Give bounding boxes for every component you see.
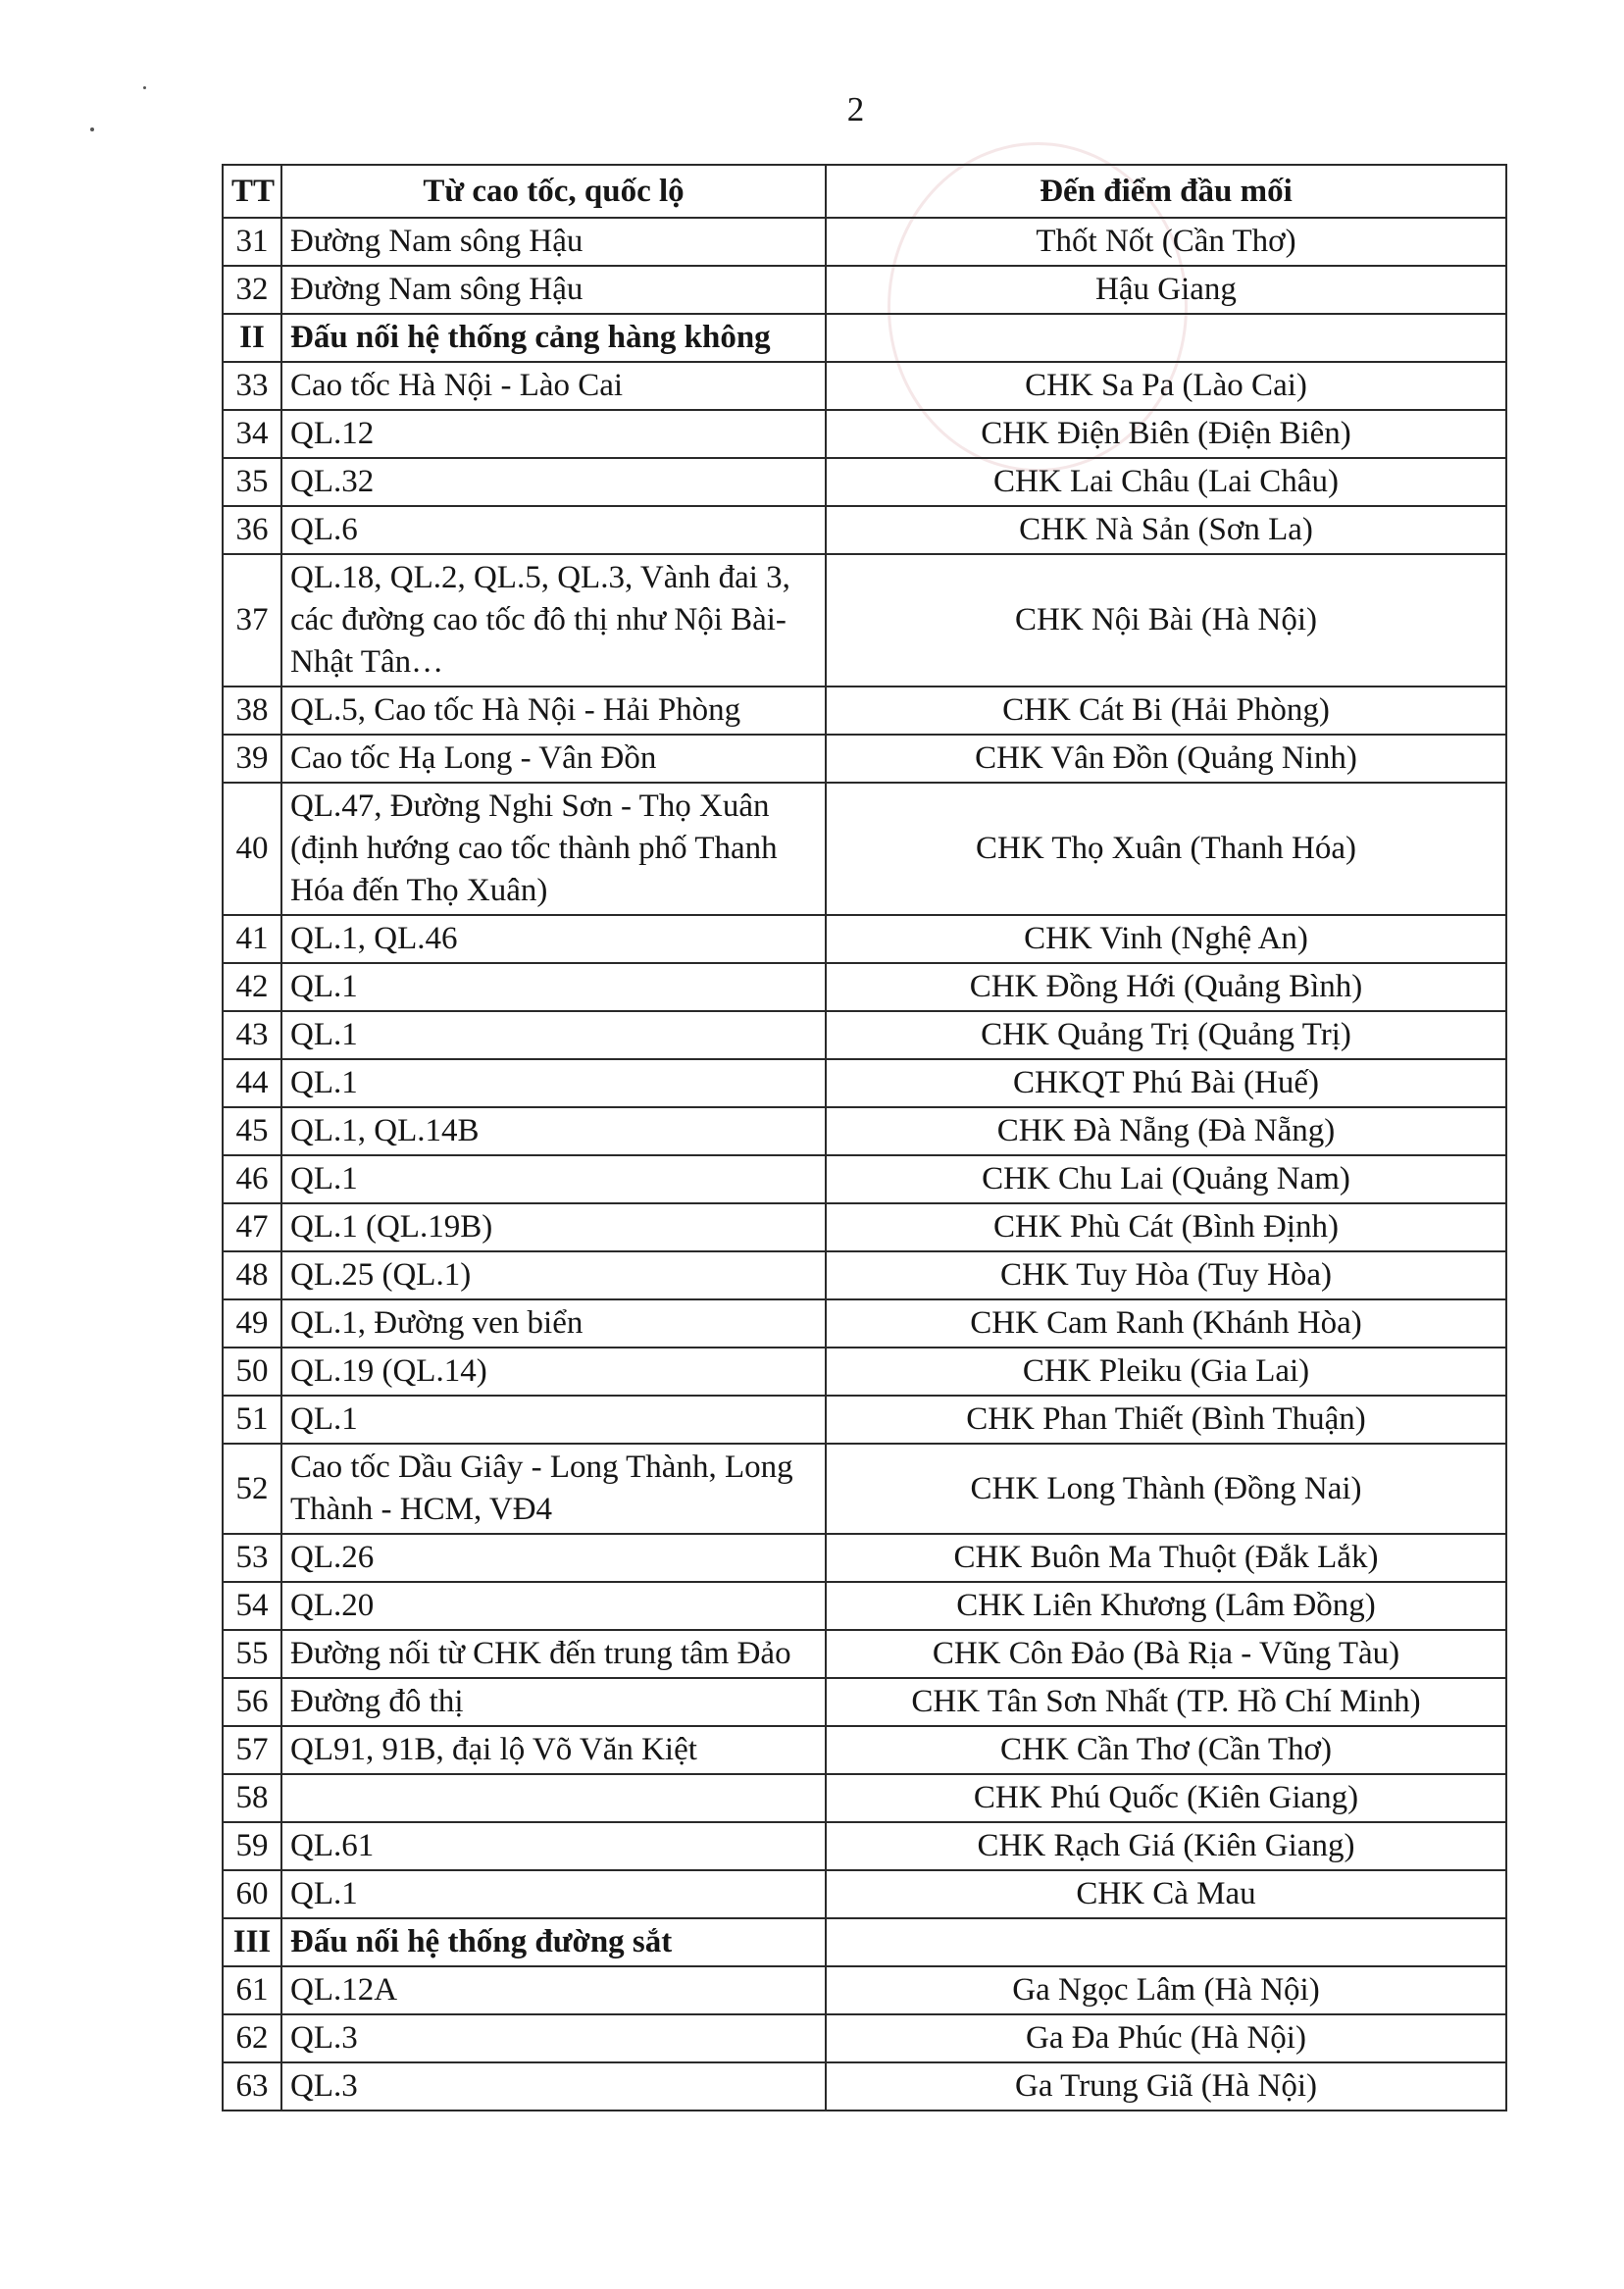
header-destination: Đến điểm đầu mối — [826, 165, 1506, 218]
road-cell: QL.12A — [281, 1966, 826, 2014]
road-cell: QL.5, Cao tốc Hà Nội - Hải Phòng — [281, 687, 826, 735]
table-row — [223, 362, 1506, 410]
section-title: Đấu nối hệ thống đường sắt — [281, 1918, 826, 1966]
row-number: 44 — [223, 1059, 281, 1107]
destination-cell: CHK Đà Nẵng (Đà Nẵng) — [826, 1107, 1506, 1155]
table-row — [223, 915, 1506, 963]
table-body — [223, 218, 1506, 2111]
table-row — [223, 1444, 1506, 1534]
table-row — [223, 218, 1506, 266]
row-number: 45 — [223, 1107, 281, 1155]
destination-cell: CHK Tuy Hòa (Tuy Hòa) — [826, 1251, 1506, 1299]
row-number: 53 — [223, 1534, 281, 1582]
road-cell: QL91, 91B, đại lộ Võ Văn Kiệt — [281, 1726, 826, 1774]
row-number: 35 — [223, 458, 281, 506]
road-cell: QL.12 — [281, 410, 826, 458]
connection-table — [222, 164, 1507, 2111]
destination-cell: CHK Liên Khương (Lâm Đồng) — [826, 1582, 1506, 1630]
table-header-row — [223, 165, 1506, 218]
road-cell: Cao tốc Hà Nội - Lào Cai — [281, 362, 826, 410]
road-cell: QL.3 — [281, 2062, 826, 2111]
table-row — [223, 2014, 1506, 2062]
destination-cell: CHK Cần Thơ (Cần Thơ) — [826, 1726, 1506, 1774]
destination-cell: CHK Côn Đảo (Bà Rịa - Vũng Tàu) — [826, 1630, 1506, 1678]
table-row — [223, 1966, 1506, 2014]
table-row — [223, 1348, 1506, 1396]
road-cell: QL.6 — [281, 506, 826, 554]
row-number: 40 — [223, 783, 281, 915]
scan-speck — [143, 86, 146, 89]
road-cell: Cao tốc Dầu Giây - Long Thành, Long Thành - HCM, VĐ4 — [281, 1444, 826, 1534]
table-row — [223, 1534, 1506, 1582]
destination-cell: CHK Nội Bài (Hà Nội) — [826, 554, 1506, 687]
table-row — [223, 458, 1506, 506]
row-number: 39 — [223, 735, 281, 783]
row-number: 38 — [223, 687, 281, 735]
road-cell: QL.1 (QL.19B) — [281, 1203, 826, 1251]
destination-cell: Thốt Nốt (Cần Thơ) — [826, 218, 1506, 266]
table-row — [223, 1059, 1506, 1107]
table-row — [223, 1203, 1506, 1251]
road-cell: QL.19 (QL.14) — [281, 1348, 826, 1396]
row-number: 57 — [223, 1726, 281, 1774]
section-row — [223, 1918, 1506, 1966]
row-number: 52 — [223, 1444, 281, 1534]
row-number: 59 — [223, 1822, 281, 1870]
table-row — [223, 2062, 1506, 2111]
row-number: 49 — [223, 1299, 281, 1348]
destination-cell: CHK Phan Thiết (Bình Thuận) — [826, 1396, 1506, 1444]
table-row — [223, 1822, 1506, 1870]
table-row — [223, 735, 1506, 783]
table-row — [223, 1396, 1506, 1444]
road-cell: QL.1, Đường ven biển — [281, 1299, 826, 1348]
table-row — [223, 1870, 1506, 1918]
table-row — [223, 506, 1506, 554]
row-number: 51 — [223, 1396, 281, 1444]
section-number: II — [223, 314, 281, 362]
destination-cell: CHK Tân Sơn Nhất (TP. Hồ Chí Minh) — [826, 1678, 1506, 1726]
table-row — [223, 1251, 1506, 1299]
road-cell: QL.1 — [281, 963, 826, 1011]
road-cell: QL.32 — [281, 458, 826, 506]
destination-cell: CHK Buôn Ma Thuột (Đắk Lắk) — [826, 1534, 1506, 1582]
destination-cell: CHK Phù Cát (Bình Định) — [826, 1203, 1506, 1251]
destination-cell: CHK Lai Châu (Lai Châu) — [826, 458, 1506, 506]
road-cell: Đường đô thị — [281, 1678, 826, 1726]
road-cell: QL.26 — [281, 1534, 826, 1582]
destination-cell: Ga Trung Giã (Hà Nội) — [826, 2062, 1506, 2111]
row-number: 55 — [223, 1630, 281, 1678]
row-number: 62 — [223, 2014, 281, 2062]
row-number: 54 — [223, 1582, 281, 1630]
row-number: 60 — [223, 1870, 281, 1918]
row-number: 36 — [223, 506, 281, 554]
destination-cell: CHK Cát Bi (Hải Phòng) — [826, 687, 1506, 735]
road-cell: QL.1, QL.46 — [281, 915, 826, 963]
destination-cell: CHK Rạch Giá (Kiên Giang) — [826, 1822, 1506, 1870]
destination-cell: Ga Đa Phúc (Hà Nội) — [826, 2014, 1506, 2062]
table-row — [223, 783, 1506, 915]
row-number: 34 — [223, 410, 281, 458]
row-number: 47 — [223, 1203, 281, 1251]
road-cell: QL.1, QL.14B — [281, 1107, 826, 1155]
road-cell: QL.20 — [281, 1582, 826, 1630]
table-row — [223, 554, 1506, 687]
road-cell: Đường Nam sông Hậu — [281, 266, 826, 314]
row-number: 37 — [223, 554, 281, 687]
road-cell: QL.1 — [281, 1011, 826, 1059]
destination-cell: CHK Điện Biên (Điện Biên) — [826, 410, 1506, 458]
header-tt: TT — [223, 165, 281, 218]
destination-cell: CHK Pleiku (Gia Lai) — [826, 1348, 1506, 1396]
row-number: 33 — [223, 362, 281, 410]
header-road: Từ cao tốc, quốc lộ — [281, 165, 826, 218]
road-cell: Đường nối từ CHK đến trung tâm Đảo — [281, 1630, 826, 1678]
table-row — [223, 1155, 1506, 1203]
road-cell: QL.25 (QL.1) — [281, 1251, 826, 1299]
section-number: III — [223, 1918, 281, 1966]
destination-cell: CHK Vân Đồn (Quảng Ninh) — [826, 735, 1506, 783]
table-row — [223, 1011, 1506, 1059]
destination-cell: CHK Chu Lai (Quảng Nam) — [826, 1155, 1506, 1203]
table-row — [223, 410, 1506, 458]
row-number: 56 — [223, 1678, 281, 1726]
destination-cell: CHKQT Phú Bài (Huế) — [826, 1059, 1506, 1107]
table-row — [223, 1678, 1506, 1726]
road-cell: Đường Nam sông Hậu — [281, 218, 826, 266]
destination-cell: CHK Cam Ranh (Khánh Hòa) — [826, 1299, 1506, 1348]
table-row — [223, 1107, 1506, 1155]
table-row — [223, 1630, 1506, 1678]
road-cell: QL.1 — [281, 1155, 826, 1203]
table-row — [223, 266, 1506, 314]
section-row — [223, 314, 1506, 362]
road-cell: Cao tốc Hạ Long - Vân Đồn — [281, 735, 826, 783]
table-row — [223, 1726, 1506, 1774]
destination-cell: CHK Quảng Trị (Quảng Trị) — [826, 1011, 1506, 1059]
road-cell: QL.3 — [281, 2014, 826, 2062]
section-title: Đấu nối hệ thống cảng hàng không — [281, 314, 826, 362]
table-row — [223, 1299, 1506, 1348]
road-cell — [281, 1774, 826, 1822]
empty-cell — [826, 1918, 1506, 1966]
destination-cell: CHK Cà Mau — [826, 1870, 1506, 1918]
destination-cell: CHK Thọ Xuân (Thanh Hóa) — [826, 783, 1506, 915]
table-row — [223, 687, 1506, 735]
destination-cell: CHK Vinh (Nghệ An) — [826, 915, 1506, 963]
road-cell: QL.47, Đường Nghi Sơn - Thọ Xuân (định hướng cao tốc thành phố Thanh Hóa đến Thọ Xuân) — [281, 783, 826, 915]
row-number: 58 — [223, 1774, 281, 1822]
table-row — [223, 1774, 1506, 1822]
road-cell: QL.1 — [281, 1059, 826, 1107]
row-number: 41 — [223, 915, 281, 963]
row-number: 43 — [223, 1011, 281, 1059]
destination-cell: CHK Phú Quốc (Kiên Giang) — [826, 1774, 1506, 1822]
destination-cell: CHK Long Thành (Đồng Nai) — [826, 1444, 1506, 1534]
row-number: 63 — [223, 2062, 281, 2111]
table-row — [223, 1582, 1506, 1630]
road-cell: QL.1 — [281, 1870, 826, 1918]
destination-cell: CHK Nà Sản (Sơn La) — [826, 506, 1506, 554]
row-number: 50 — [223, 1348, 281, 1396]
destination-cell: Ga Ngọc Lâm (Hà Nội) — [826, 1966, 1506, 2014]
row-number: 32 — [223, 266, 281, 314]
destination-cell: CHK Đồng Hới (Quảng Bình) — [826, 963, 1506, 1011]
table-row — [223, 963, 1506, 1011]
row-number: 46 — [223, 1155, 281, 1203]
row-number: 31 — [223, 218, 281, 266]
page-number: 2 — [846, 90, 865, 128]
row-number: 61 — [223, 1966, 281, 2014]
row-number: 42 — [223, 963, 281, 1011]
road-cell: QL.1 — [281, 1396, 826, 1444]
destination-cell: Hậu Giang — [826, 266, 1506, 314]
destination-cell: CHK Sa Pa (Lào Cai) — [826, 362, 1506, 410]
road-cell: QL.61 — [281, 1822, 826, 1870]
road-cell: QL.18, QL.2, QL.5, QL.3, Vành đai 3, các đường cao tốc đô thị như Nội Bài- Nhật Tân… — [281, 554, 826, 687]
empty-cell — [826, 314, 1506, 362]
row-number: 48 — [223, 1251, 281, 1299]
